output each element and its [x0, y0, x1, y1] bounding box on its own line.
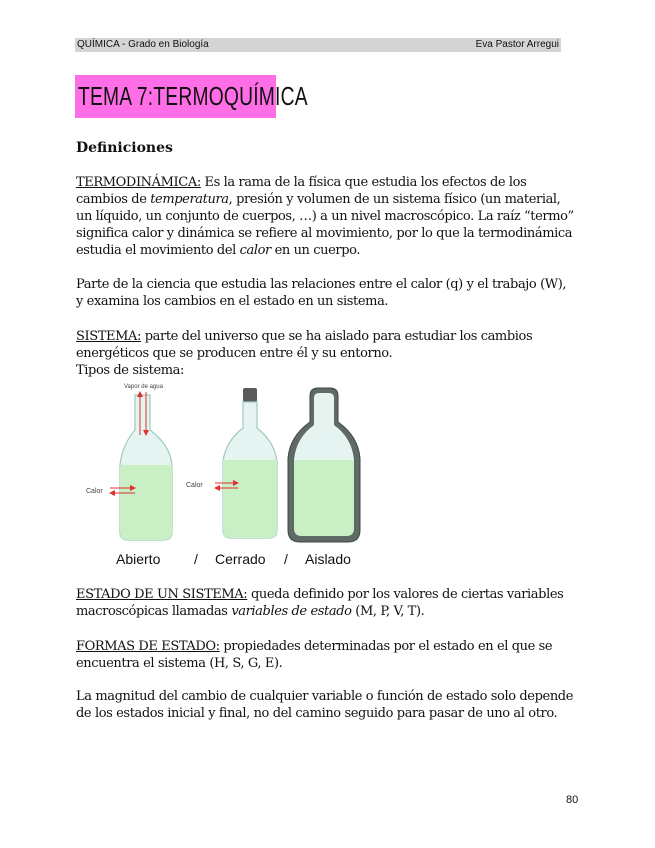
text-run: en un cuerpo.	[270, 243, 361, 258]
emphasis: variables de estado	[231, 604, 352, 619]
caption-separator: /	[284, 551, 288, 567]
text-run: , presión y volumen de un sistema físico (un material, un líquido, un conjunto de cuerpos, …) a un nivel macroscópico. La raíz “termo” significa calor y dinámica se refiere al movimiento, por lo que la termodinámica estudia el movimiento del	[76, 192, 574, 258]
header-author: Eva Pastor Arregui	[475, 39, 559, 50]
parte-paragraph: Parte de la ciencia que estudia las relaciones entre el calor (q) y el trabajo (W), y examina los cambios en el estado en un sistema.	[76, 277, 567, 309]
formas-paragraph	[76, 638, 576, 672]
estado-term: ESTADO DE UN SISTEMA:	[76, 587, 248, 602]
text-run: propiedades determinadas por el estado en el que se encuentra el sistema (H, S, G, E).	[76, 639, 553, 671]
heat-label-open: Calor	[86, 488, 103, 495]
text-run: parte del universo que se ha aislado para estudiar los cambios energéticos que se producen entre él y su entorno.	[76, 329, 533, 361]
page-number: 80	[566, 794, 579, 806]
open-bottle	[86, 384, 172, 540]
closed-bottle	[186, 388, 277, 538]
caption-abierto: Abierto	[116, 551, 161, 567]
caption-cerrado: Cerrado	[215, 551, 266, 567]
text-run: (M, P, V, T).	[351, 604, 425, 619]
sistema-paragraph	[76, 328, 576, 379]
tipos-label: Tipos de sistema:	[76, 363, 185, 378]
estado-paragraph	[76, 586, 576, 620]
system-types-figure	[80, 380, 370, 545]
emphasis: temperatura	[150, 192, 229, 207]
chapter-title	[75, 75, 308, 118]
formas-term: FORMAS DE ESTADO:	[76, 639, 220, 654]
heat-label-closed: Calor	[186, 482, 203, 489]
termodinamica-paragraph	[76, 174, 576, 259]
caption-separator: /	[194, 551, 198, 567]
chapter-title-text: TEMA 7:TERMOQUÍMICA	[78, 81, 308, 111]
header-course: QUÍMICA - Grado en Biología	[77, 39, 209, 50]
emphasis: calor	[239, 243, 271, 258]
sistema-term: SISTEMA:	[76, 329, 141, 344]
running-header	[75, 38, 561, 52]
text-run: Es la rama de la física que estudia los efectos de los cambios de	[76, 175, 527, 207]
magnitud-paragraph: La magnitud del cambio de cualquier variable o función de estado solo depende de los estados inicial y final, no del camino seguido para pasar de uno al otro.	[76, 689, 574, 721]
vapor-label: Vapor de agua	[124, 384, 163, 390]
caption-aislado: Aislado	[305, 551, 351, 567]
section-heading: Definiciones	[76, 140, 173, 156]
isolated-bottle	[288, 388, 360, 542]
text-run: queda definido por los valores de ciertas variables macroscópicas llamadas	[76, 587, 564, 619]
termodinamica-term: TERMODINÁMICA:	[76, 175, 201, 190]
